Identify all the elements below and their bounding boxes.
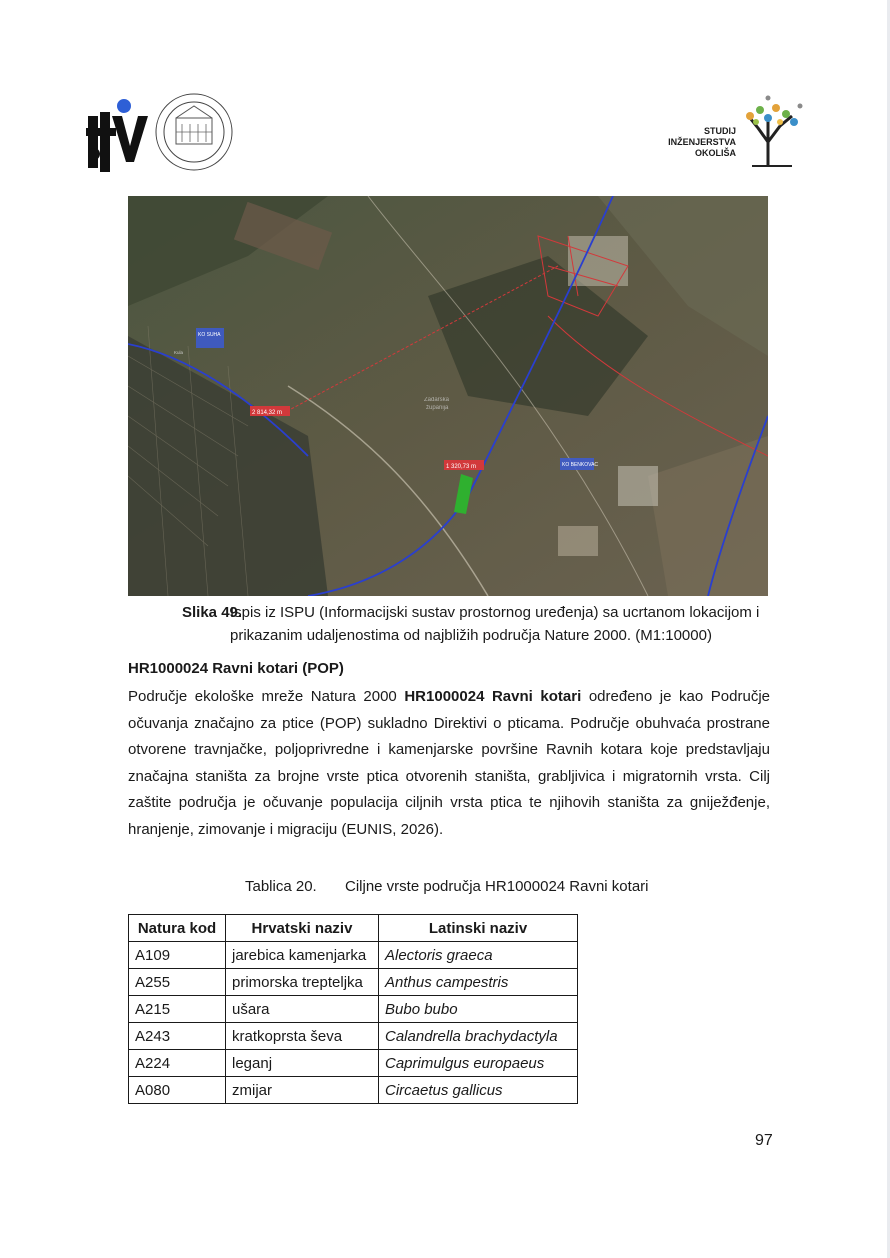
cell-lat-name: Bubo bubo xyxy=(379,996,578,1023)
fsv-logo xyxy=(86,92,256,176)
studij-line-2: INŽENJERSTVA xyxy=(668,137,736,147)
cell-lat-name: Circaetus gallicus xyxy=(379,1077,578,1104)
table-number: Tablica 20. xyxy=(245,878,317,895)
cell-code: A255 xyxy=(129,969,226,996)
cell-lat-name: Calandrella brachydactyla xyxy=(379,1023,578,1050)
table-row xyxy=(129,969,578,996)
cell-code: A243 xyxy=(129,1023,226,1050)
map-label-ko-left: KO SUHA xyxy=(198,332,221,338)
cell-hr-name: primorska trepteljka xyxy=(226,969,379,996)
satellite-map xyxy=(128,196,768,596)
map-label-village: Kula xyxy=(174,350,184,355)
figure-caption-text: Ispis iz ISPU (Informacijski sustav prostornog uređenja) sa ucrtanom lokacijom i prikazanim udaljenostima od najbližih područja Nature 2000. (M1:10000) xyxy=(230,604,760,644)
table-title xyxy=(245,878,649,895)
cell-lat-name: Caprimulgus europaeus xyxy=(379,1050,578,1077)
table-row xyxy=(129,942,578,969)
cell-code: A080 xyxy=(129,1077,226,1104)
body-paragraph xyxy=(128,684,770,843)
map-label-distance-2: 1 320,73 m xyxy=(446,464,477,470)
paragraph-rest: određeno je kao Područje očuvanja značajno za ptice (POP) sukladno Direktivi o pticama. Područje obuhvaća prostrane otvorene travnjačke, poljoprivredne i kamenjarske površine Ravnih kotara koje predstavljaju značajna staništa za brojne vrste ptica otvorenih staništa, grabljivica i migratornih vrsta. Cilj zaštite područja je očuvanje populacija ciljnih vrsta ptica te njihovih staništa za gniježđenje, hranjenje, zimovanje i migraciju (EUNIS, 2026). xyxy=(128,688,770,838)
table-header-row xyxy=(129,915,578,942)
page-number: 97 xyxy=(755,1132,773,1149)
paragraph-bold: HR1000024 Ravni kotari xyxy=(404,688,582,705)
paragraph-prefix: Područje ekološke mreže Natura 2000 xyxy=(128,688,405,705)
figure-number: Slika 49. xyxy=(182,604,243,621)
cell-hr-name: kratkoprsta ševa xyxy=(226,1023,379,1050)
cell-lat-name: Anthus campestris xyxy=(379,969,578,996)
table-title-text: Ciljne vrste područja HR1000024 Ravni kotari xyxy=(345,878,649,895)
studij-line-1: STUDIJ xyxy=(703,126,736,136)
cell-hr-name: jarebica kamenjarka xyxy=(226,942,379,969)
cell-code: A109 xyxy=(129,942,226,969)
map-label-distance-1: 2 814,32 m xyxy=(252,410,283,416)
map-label-county-2: županija xyxy=(426,405,449,411)
section-heading: HR1000024 Ravni kotari (POP) xyxy=(128,660,344,677)
table-row xyxy=(129,1077,578,1104)
cell-lat-name: Alectoris graeca xyxy=(379,942,578,969)
map-label-county: Zadarska xyxy=(424,397,450,403)
header-latinski-naziv: Latinski naziv xyxy=(379,915,578,942)
cell-hr-name: zmijar xyxy=(226,1077,379,1104)
map-label-ko-right: KO BENKOVAC xyxy=(562,462,599,468)
studij-logo-text xyxy=(668,126,736,159)
studij-line-3: OKOLIŠA xyxy=(694,148,736,158)
cell-code: A215 xyxy=(129,996,226,1023)
cell-code: A224 xyxy=(129,1050,226,1077)
header-hrvatski-naziv: Hrvatski naziv xyxy=(226,915,379,942)
studij-logo xyxy=(668,92,818,172)
header-natura-kod: Natura kod xyxy=(129,915,226,942)
cell-hr-name: leganj xyxy=(226,1050,379,1077)
table-row xyxy=(129,1050,578,1077)
table-row xyxy=(129,1023,578,1050)
cell-hr-name: ušara xyxy=(226,996,379,1023)
species-table xyxy=(128,914,578,1104)
table-row xyxy=(129,996,578,1023)
